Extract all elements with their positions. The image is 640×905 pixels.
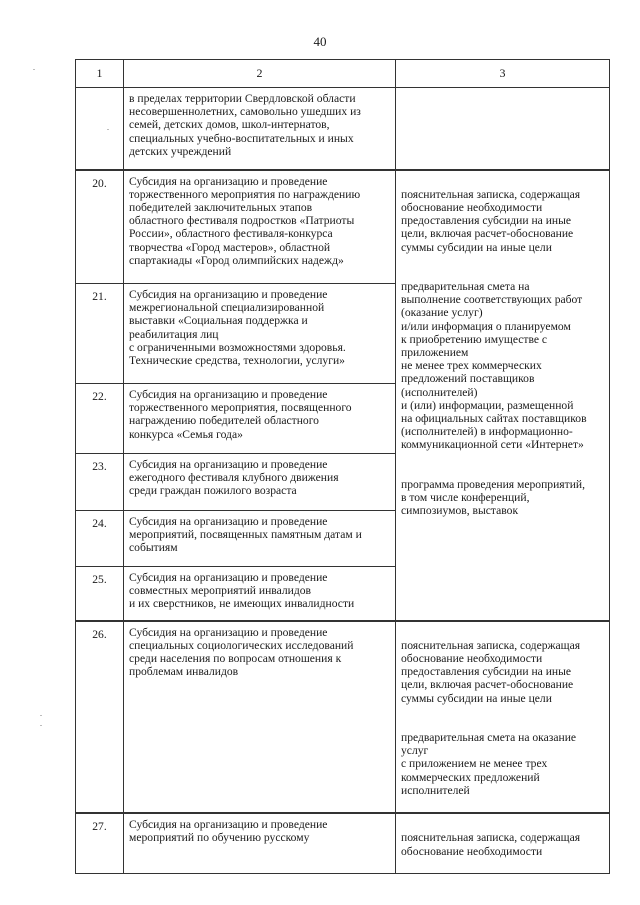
subsidy-name: в пределах территории Свердловской области несовершеннолетних, самовольно ушедших из семей, детских домов, школ-интернатов, специальных учебно-воспитательных и иных детских учреждений [124, 88, 396, 170]
row-number: 26. [76, 621, 124, 814]
table-header-row [76, 60, 610, 88]
subsidy-name: Субсидия на организацию и проведение совместных мероприятий инвалидов и их сверстников, не имеющих инвалидности [124, 567, 396, 621]
subsidy-name: Субсидия на организацию и проведение ежегодного фестиваля клубного движения среди граждан пожилого возраста [124, 454, 396, 511]
column-header-1: 1 [76, 60, 124, 88]
required-documents [396, 621, 610, 814]
subsidy-documents-table [75, 59, 610, 874]
row-number: 20. [76, 170, 124, 284]
document-preliminary-estimate: предварительная смета на оказание услуг с приложением не менее трех коммерческих предложений исполнителей [401, 730, 577, 797]
document-preliminary-estimate: предварительная смета на выполнение соответствующих работ (оказание услуг) и/или информация о планируемом к приобретению имуществе с приложением не менее трех коммерческих предложений поставщиков (исполнителей) и (или) информации, размещенной на официальных сайтах поставщиков (исполнителей) в информационно- коммуникационной сети «Интернет» [401, 279, 587, 452]
required-documents [396, 88, 610, 170]
page-number: 40 [313, 34, 327, 49]
subsidy-name: Субсидия на организацию и проведение мероприятий по обучению русскому [124, 813, 396, 873]
row-number [76, 88, 124, 170]
subsidy-name: Субсидия на организацию и проведение межрегиональной специализированной выставки «Социальная поддержка и реабилитация лиц с ограниченными возможностями здоровья. Технические средства, технологии, услуги» [124, 284, 396, 384]
subsidy-name: Субсидия на организацию и проведение торжественного мероприятия, посвященного награждению победителей областного конкурса «Семья года» [124, 384, 396, 454]
table-row-27 [76, 813, 610, 873]
column-header-3: 3 [396, 60, 610, 88]
document-explanatory-note: пояснительная записка, содержащая обоснование необходимости [401, 831, 581, 858]
document-explanatory-note: пояснительная записка, содержащая обоснование необходимости предоставления субсидии на иные цели, включая расчет-обоснование суммы субсидии на иные цели [401, 638, 581, 705]
table-row-continuation [76, 88, 610, 170]
row-number: 24. [76, 511, 124, 567]
column-header-2: 2 [124, 60, 396, 88]
row-number: 27. [76, 813, 124, 873]
subsidy-name: Субсидия на организацию и проведение торжественного мероприятия по награждению победителей заключительных этапов областного фестиваля подростков «Патриоты России», областного фестиваля-конкурса творчества «Город мастеров», областной спартакиады «Город олимпийских надежд» [124, 170, 396, 284]
subsidy-name: Субсидия на организацию и проведение специальных социологических исследований среди населения по вопросам отношения к проблемам инвалидов [124, 621, 396, 814]
required-documents [396, 813, 610, 873]
scan-speck [33, 69, 35, 70]
document-event-program: программа проведения мероприятий, в том числе конференций, симпозиумов, выставок [401, 477, 586, 518]
required-documents-group [396, 170, 610, 621]
scan-speck [40, 715, 42, 716]
scan-speck [107, 129, 109, 130]
table-row-20 [76, 170, 610, 284]
scan-speck [40, 725, 42, 726]
row-number: 22. [76, 384, 124, 454]
subsidy-name: Субсидия на организацию и проведение мероприятий, посвященных памятным датам и событиям [124, 511, 396, 567]
document-explanatory-note: пояснительная записка, содержащая обоснование необходимости предоставления субсидии на иные цели, включая расчет-обоснование суммы субсидии на иные цели [401, 187, 581, 254]
row-number: 23. [76, 454, 124, 511]
row-number: 25. [76, 567, 124, 621]
row-number: 21. [76, 284, 124, 384]
table-row-26 [76, 621, 610, 814]
